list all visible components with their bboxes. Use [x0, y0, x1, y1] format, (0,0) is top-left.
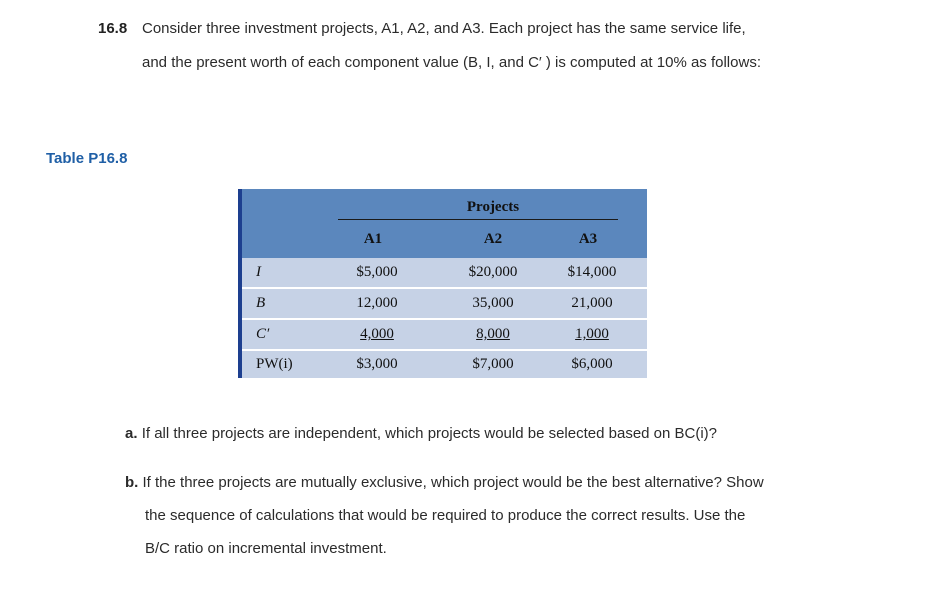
cell-a3-b: 21,000 — [571, 295, 613, 311]
table-row — [242, 351, 647, 378]
problem-statement-line-1: Consider three investment projects, A1, A2, and A3. Each project has the same service life, — [142, 20, 746, 37]
investment-table — [238, 189, 647, 378]
cell-a3-i: $14,000 — [567, 264, 617, 280]
question-b-line-1 — [125, 474, 764, 491]
cell-a3-pw: $6,000 — [571, 356, 613, 372]
cell-a2-pw: $7,000 — [472, 356, 514, 372]
row-label-b: B — [256, 295, 266, 311]
table-label: Table P16.8 — [46, 150, 128, 167]
question-a-text: If all three projects are independent, which projects would be selected based on BC(i)? — [141, 425, 718, 442]
question-b-marker: b. — [125, 474, 139, 491]
cell-a2-b: 35,000 — [472, 295, 514, 311]
column-header-a3: A3 — [578, 231, 598, 247]
question-a — [125, 425, 717, 442]
question-b-line-3: B/C ratio on incremental investment. — [145, 540, 387, 557]
table-row — [242, 320, 647, 349]
question-b-text-1: If the three projects are mutually exclusive, which project would be the best alternative? Show — [142, 474, 764, 491]
problem-statement-line-2: and the present worth of each component value (B, I, and C′ ) is computed at 10% as follows: — [142, 54, 761, 71]
problem-number: 16.8 — [98, 20, 128, 37]
row-label-i: I — [256, 264, 261, 280]
cell-a1-i: $5,000 — [356, 264, 398, 280]
cell-a1-b: 12,000 — [356, 295, 398, 311]
table-row — [242, 289, 647, 318]
cell-a1-c-prime: 4,000 — [360, 326, 394, 342]
group-header-rule — [338, 219, 618, 220]
question-b-line-2: the sequence of calculations that would be required to produce the correct results. Use the — [145, 507, 746, 524]
column-header-a2: A2 — [483, 231, 503, 247]
cell-a2-i: $20,000 — [468, 264, 518, 280]
row-label-c-prime: C′ — [256, 326, 270, 342]
cell-a2-c-prime: 8,000 — [476, 326, 510, 342]
table-row — [242, 258, 647, 287]
question-a-marker: a. — [125, 425, 138, 442]
table-group-header: Projects — [466, 199, 520, 215]
column-header-a1: A1 — [363, 231, 383, 247]
cell-a3-c-prime: 1,000 — [575, 326, 609, 342]
row-label-pw: PW(i) — [256, 356, 293, 372]
cell-a1-pw: $3,000 — [356, 356, 398, 372]
